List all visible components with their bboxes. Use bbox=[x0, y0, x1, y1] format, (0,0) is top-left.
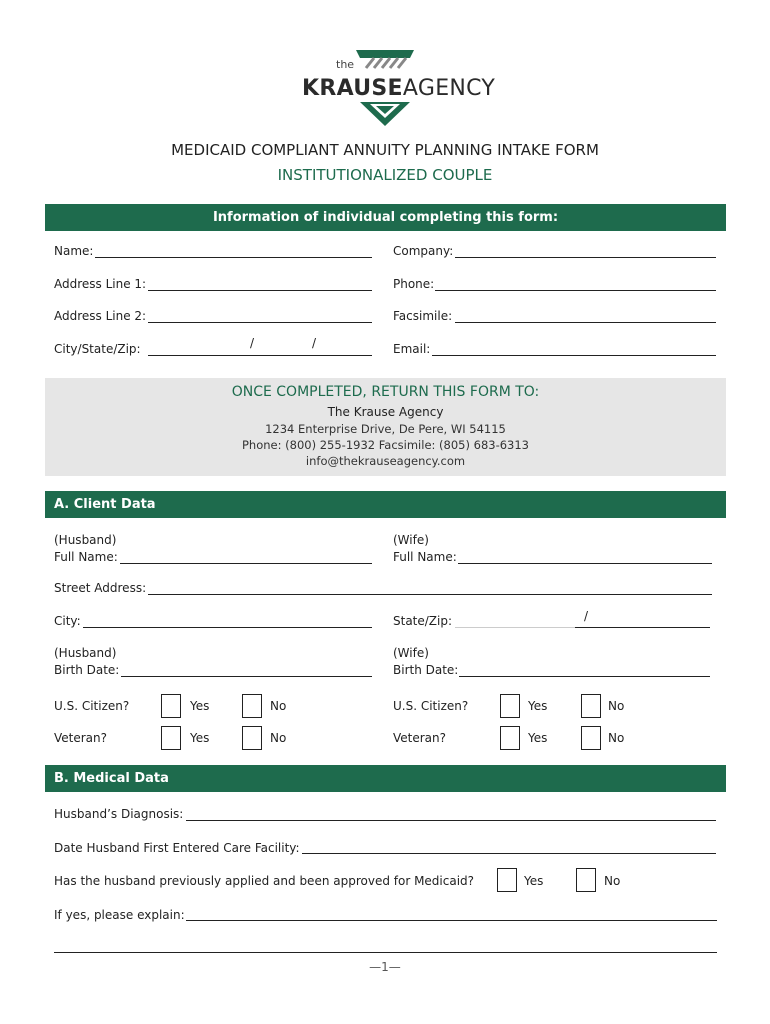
medical-data-header: B. Medical Data bbox=[45, 765, 726, 792]
husband-veteran-yes-checkbox[interactable] bbox=[161, 726, 181, 750]
entered-facility-label: Date Husband First Entered Care Facility: bbox=[54, 841, 300, 855]
husband-citizen-no-checkbox[interactable] bbox=[242, 694, 262, 718]
company-field[interactable] bbox=[455, 257, 716, 258]
wife-fullname-field[interactable] bbox=[458, 563, 712, 564]
facsimile-field[interactable] bbox=[455, 322, 716, 323]
husband-veteran-no-checkbox[interactable] bbox=[242, 726, 262, 750]
company-label: Company: bbox=[393, 244, 454, 258]
husband-citizen-yes-checkbox[interactable] bbox=[161, 694, 181, 718]
wife-birthdate-field[interactable] bbox=[459, 676, 710, 677]
address2-field[interactable] bbox=[148, 322, 372, 323]
client-data-header: A. Client Data bbox=[45, 491, 726, 518]
wife-birthdate-label: Birth Date: bbox=[393, 663, 459, 677]
husband-veteran-no-label: No bbox=[270, 731, 287, 745]
wife-veteran-label: Veteran? bbox=[393, 731, 447, 745]
return-email: info@thekrauseagency.com bbox=[305, 454, 466, 468]
name-field[interactable] bbox=[95, 257, 372, 258]
husband-fullname-label: Full Name: bbox=[54, 550, 118, 564]
zip-field[interactable] bbox=[575, 627, 710, 628]
wife-veteran-no-label: No bbox=[608, 731, 625, 745]
entered-facility-field[interactable] bbox=[302, 853, 716, 854]
medicaid-applied-no-label: No bbox=[604, 874, 621, 888]
wife-citizen-yes-checkbox[interactable] bbox=[500, 694, 520, 718]
wife-citizen-no-checkbox[interactable] bbox=[581, 694, 601, 718]
explain-field-line-2[interactable] bbox=[54, 952, 717, 953]
street-label: Street Address: bbox=[54, 581, 147, 595]
husband-birthdate-label: Birth Date: bbox=[54, 663, 120, 677]
name-label: Name: bbox=[54, 244, 94, 258]
citystatezip-slash-2: / bbox=[312, 336, 317, 350]
husband-veteran-label: Veteran? bbox=[54, 731, 108, 745]
husband-birthdate-field[interactable] bbox=[121, 676, 372, 677]
explain-field[interactable] bbox=[186, 920, 717, 921]
medicaid-applied-yes-label: Yes bbox=[524, 874, 544, 888]
statezip-slash: / bbox=[584, 609, 589, 623]
husband-citizen-yes-label: Yes bbox=[190, 699, 210, 713]
statezip-label: State/Zip: bbox=[393, 614, 453, 628]
wife-citizen-no-label: No bbox=[608, 699, 625, 713]
return-address: 1234 Enterprise Drive, De Pere, WI 54115 bbox=[265, 422, 506, 436]
husband-citizen-label: U.S. Citizen? bbox=[54, 699, 130, 713]
city-label: City: bbox=[54, 614, 81, 628]
address1-label: Address Line 1: bbox=[54, 277, 147, 291]
wife-citizen-label: U.S. Citizen? bbox=[393, 699, 469, 713]
phone-field[interactable] bbox=[435, 290, 716, 291]
citystatezip-field[interactable] bbox=[148, 355, 372, 356]
logo-agency: AGENCY bbox=[402, 76, 496, 101]
wife-veteran-no-checkbox[interactable] bbox=[581, 726, 601, 750]
form-title: MEDICAID COMPLIANT ANNUITY PLANNING INTAKE FORM bbox=[171, 141, 599, 159]
medicaid-applied-no-checkbox[interactable] bbox=[576, 868, 596, 892]
citystatezip-label: City/State/Zip: bbox=[54, 342, 141, 356]
return-heading: ONCE COMPLETED, RETURN THIS FORM TO: bbox=[231, 384, 540, 400]
wife-label: (Wife) bbox=[393, 533, 429, 547]
citystatezip-slash-1: / bbox=[250, 336, 255, 350]
wife-citizen-yes-label: Yes bbox=[528, 699, 548, 713]
medicaid-applied-yes-checkbox[interactable] bbox=[497, 868, 517, 892]
email-field[interactable] bbox=[432, 355, 716, 356]
facsimile-label: Facsimile: bbox=[393, 309, 453, 323]
address2-label: Address Line 2: bbox=[54, 309, 147, 323]
husband-label: (Husband) bbox=[54, 533, 117, 547]
medicaid-applied-label: Has the husband previously applied and been approved for Medicaid? bbox=[54, 874, 475, 888]
husband-citizen-no-label: No bbox=[270, 699, 287, 713]
page-number: —1— bbox=[369, 960, 401, 974]
husband-fullname-field[interactable] bbox=[120, 563, 372, 564]
wife-birth-label-prefix: (Wife) bbox=[393, 646, 429, 660]
diagnosis-label: Husband’s Diagnosis: bbox=[54, 807, 184, 821]
logo-wordmark bbox=[302, 76, 495, 101]
city-field[interactable] bbox=[83, 627, 372, 628]
explain-label: If yes, please explain: bbox=[54, 908, 185, 922]
husband-veteran-yes-label: Yes bbox=[190, 731, 210, 745]
wife-veteran-yes-label: Yes bbox=[528, 731, 548, 745]
return-phones: Phone: (800) 255-1932 Facsimile: (805) 683-6313 bbox=[241, 438, 529, 452]
krause-agency-logo bbox=[300, 46, 496, 132]
form-subtitle: INSTITUTIONALIZED COUPLE bbox=[277, 166, 493, 184]
address1-field[interactable] bbox=[148, 290, 372, 291]
logo-krause: KRAUSE bbox=[302, 76, 403, 101]
street-field[interactable] bbox=[148, 594, 712, 595]
phone-label: Phone: bbox=[393, 277, 435, 291]
return-org: The Krause Agency bbox=[327, 405, 444, 419]
wife-veteran-yes-checkbox[interactable] bbox=[500, 726, 520, 750]
logo-the-text: the bbox=[336, 58, 355, 71]
info-section-header: Information of individual completing this form: bbox=[45, 204, 726, 231]
husband-birth-label-prefix: (Husband) bbox=[54, 646, 117, 660]
diagnosis-field[interactable] bbox=[186, 820, 716, 821]
email-label: Email: bbox=[393, 342, 431, 356]
state-field[interactable] bbox=[455, 627, 575, 628]
wife-fullname-label: Full Name: bbox=[393, 550, 457, 564]
